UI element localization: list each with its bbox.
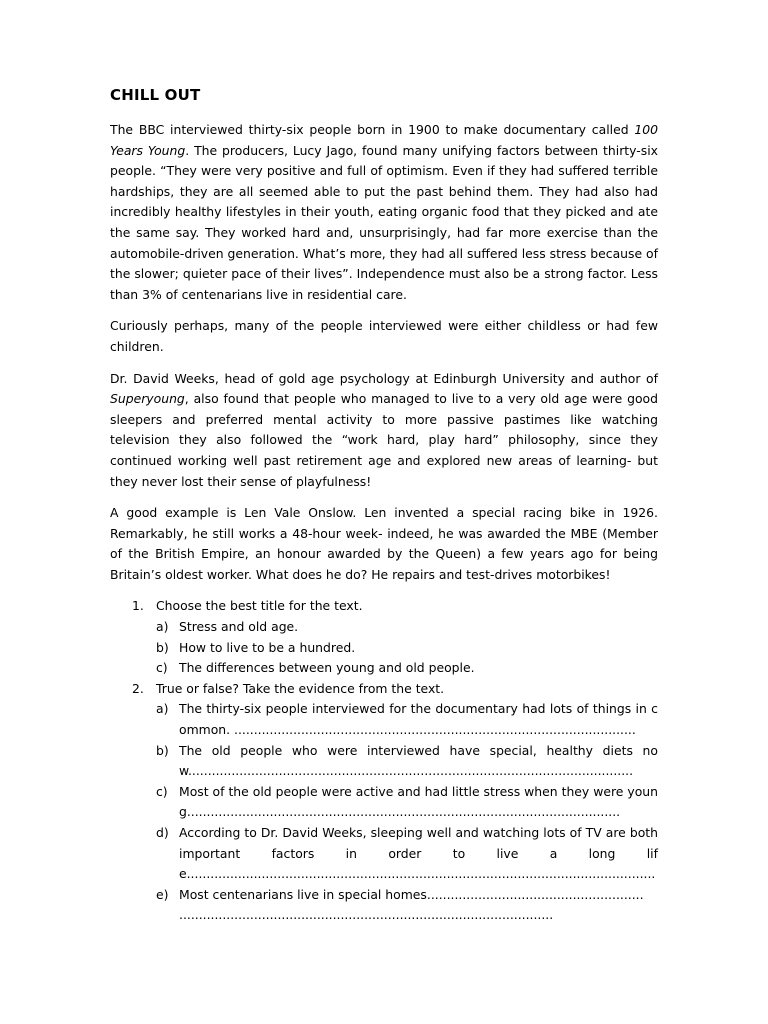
option-letter: a) (156, 701, 169, 717)
option-item (156, 823, 658, 885)
option-item (156, 658, 658, 679)
question-number: 2. (132, 680, 144, 696)
option-list (156, 699, 658, 926)
question-2 (110, 679, 658, 926)
question-number: 1. (132, 598, 144, 614)
option-letter: b) (156, 742, 169, 758)
paragraph-2: Curiously perhaps, many of the people interviewed were either childless or had few children. (110, 318, 658, 354)
option-text: How to live to be a hundred. (179, 639, 356, 655)
option-item (156, 885, 658, 926)
option-item (156, 741, 658, 782)
paragraph-4: A good example is Len Vale Onslow. Len invented a special racing bike in 1926. Remarkably, he still works a 48-hour week- indeed, he was awarded the MBE (Member of the British Empire, an honour awarded by the Queen) a few years ago for being Britain’s oldest worker. What does he do? He repairs and test-drives motorbikes! (110, 505, 658, 582)
page-title: CHILL OUT (110, 86, 201, 104)
option-text: The thirty-six people interviewed for the documentary had lots of things in common. ...................................................................................................... (179, 701, 658, 738)
option-letter: c) (156, 783, 168, 799)
answer-line: ............................................................................................... (179, 907, 554, 923)
option-letter: a) (156, 619, 169, 635)
option-list (156, 617, 658, 679)
option-letter: c) (156, 660, 168, 676)
option-text: Most centenarians live in special homes....................................................... (179, 886, 644, 902)
option-text: Stress and old age. (179, 619, 299, 635)
question-text: Choose the best title for the text. (156, 598, 363, 614)
option-letter: b) (156, 639, 169, 655)
question-list (110, 596, 658, 926)
option-item (156, 782, 658, 823)
option-letter: e) (156, 886, 169, 902)
option-item (156, 617, 658, 638)
paragraph-3: Dr. David Weeks, head of gold age psychology at Edinburgh University and author of Superyoung, also found that people who managed to live to a very old age were good sleepers and preferred mental activity to more passive pastimes like watching television they also followed the “work hard, play hard” philosophy, since they continued working well past retirement age and explored new areas of learning- but they never lost their sense of playfulness! (110, 370, 658, 489)
option-text: The old people who were interviewed have special, healthy diets now................................................................................................................. (179, 742, 658, 779)
option-text: Most of the old people were active and had little stress when they were young.............................................................................................................. (179, 783, 658, 820)
option-text: According to Dr. David Weeks, sleeping well and watching lots of TV are both important factors in order to live a long life....................................................................................................................... (179, 825, 658, 882)
documentary-title: 100 Years Young (110, 122, 658, 158)
book-title: Superyoung (110, 391, 185, 407)
option-item (156, 699, 658, 740)
option-item (156, 638, 658, 659)
question-text: True or false? Take the evidence from the text. (156, 680, 445, 696)
option-text: The differences between young and old people. (179, 660, 475, 676)
question-1 (110, 596, 658, 678)
option-letter: d) (156, 825, 169, 840)
paragraph-1: The BBC interviewed thirty-six people born in 1900 to make documentary called 100 Years Young. The producers, Lucy Jago, found many unifying factors between thirty-six people. “They were very positive and full of optimism. Even if they had suffered terrible hardships, they are all seemed able to put the past behind them. They had also had incredibly healthy lifestyles in their youth, eating organic food that they picked and ate the same say. They worked hard and, unsurprisingly, had far more exercise than the automobile-driven generation. What’s more, they had all suffered less stress because of the slower; quieter pace of their lives”. Independence must also be a strong factor. Less than 3% of centenarians live in residential care. (110, 122, 658, 302)
